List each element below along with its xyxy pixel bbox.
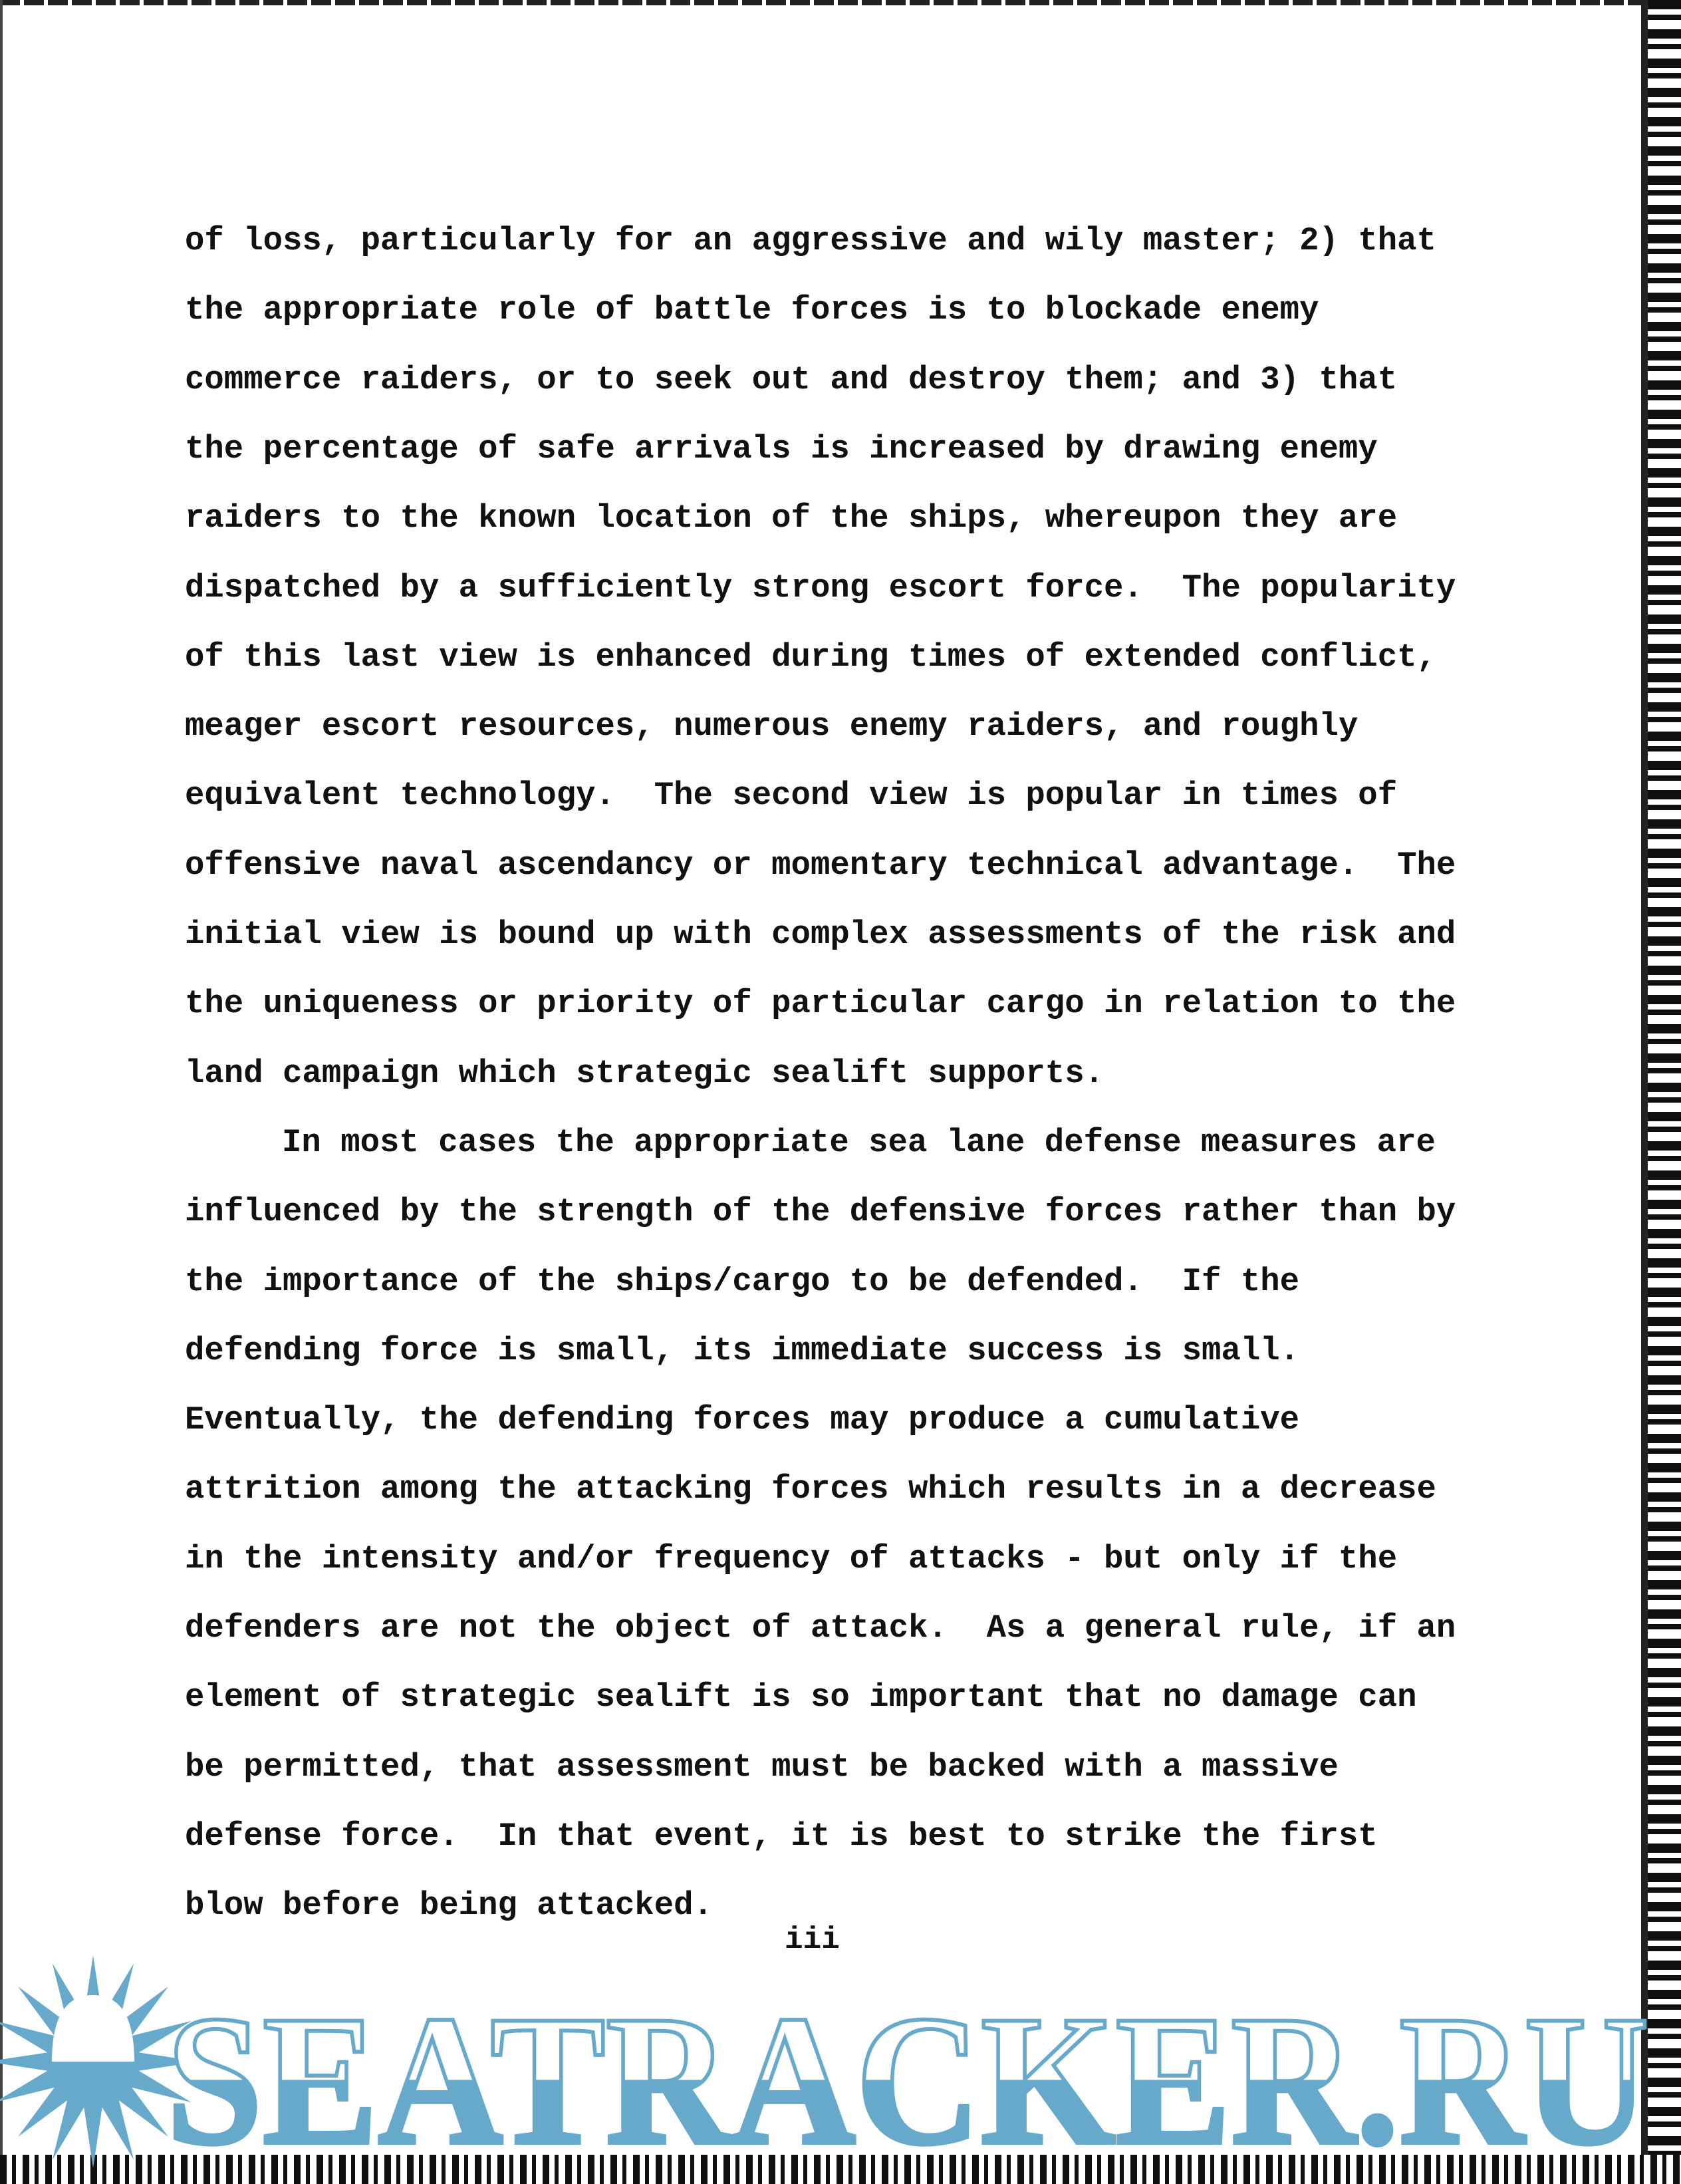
page-number: iii xyxy=(785,1923,840,1957)
text-line: the appropriate role of battle forces is to blockade enemy xyxy=(185,291,1319,329)
scan-border-top xyxy=(0,0,1681,5)
text-line: the percentage of safe arrivals is increased by drawing enemy xyxy=(185,430,1378,468)
text-line: In most cases the appropriate sea lane defense measures are xyxy=(282,1123,1436,1161)
text-line: of loss, particularly for an aggressive and wily master; 2) that xyxy=(185,222,1436,259)
text-line: offensive naval ascendancy or momentary technical advantage. The xyxy=(185,846,1456,884)
text-line: equivalent technology. The second view is popular in times of xyxy=(185,777,1398,815)
text-line: defense force. In that event, it is best to strike the first xyxy=(185,1817,1378,1855)
text-line: land campaign which strategic sealift supports. xyxy=(185,1054,1104,1092)
scan-border-right xyxy=(1648,0,1681,2184)
text-line: the uniqueness or priority of particular cargo in relation to the xyxy=(185,985,1456,1023)
text-line: the importance of the ships/cargo to be defended. If the xyxy=(185,1262,1300,1300)
text-line: initial view is bound up with complex assessments of the risk and xyxy=(185,916,1456,953)
text-line: attrition among the attacking forces which results in a decrease xyxy=(185,1470,1436,1508)
text-line: of this last view is enhanced during times of extended conflict, xyxy=(185,638,1436,676)
text-line: defenders are not the object of attack. As a general rule, if an xyxy=(185,1609,1456,1647)
text-line: blow before being attacked. xyxy=(185,1887,713,1925)
scan-border-left xyxy=(0,0,3,2184)
text-line: defending force is small, its immediate success is small. xyxy=(185,1331,1300,1369)
text-line: raiders to the known location of the ships, whereupon they are xyxy=(185,499,1398,537)
text-line: be permitted, that assessment must be backed with a massive xyxy=(185,1748,1339,1786)
text-line: in the intensity and/or frequency of attacks - but only if the xyxy=(185,1540,1398,1577)
text-line: element of strategic sealift is so important that no damage can xyxy=(185,1679,1417,1716)
text-line: influenced by the strength of the defensive forces rather than by xyxy=(185,1193,1456,1231)
text-line: commerce raiders, or to seek out and destroy them; and 3) that xyxy=(185,360,1398,398)
text-line: dispatched by a sufficiently strong escort force. The popularity xyxy=(185,569,1456,607)
text-line: meager escort resources, numerous enemy raiders, and roughly xyxy=(185,708,1358,746)
scan-border-right-inner xyxy=(1641,0,1648,2184)
watermark-logo xyxy=(0,1929,1681,2168)
text-line: Eventually, the defending forces may produce a cumulative xyxy=(185,1401,1300,1439)
watermark-text: SEATRACKER.RU xyxy=(166,1977,1649,2168)
